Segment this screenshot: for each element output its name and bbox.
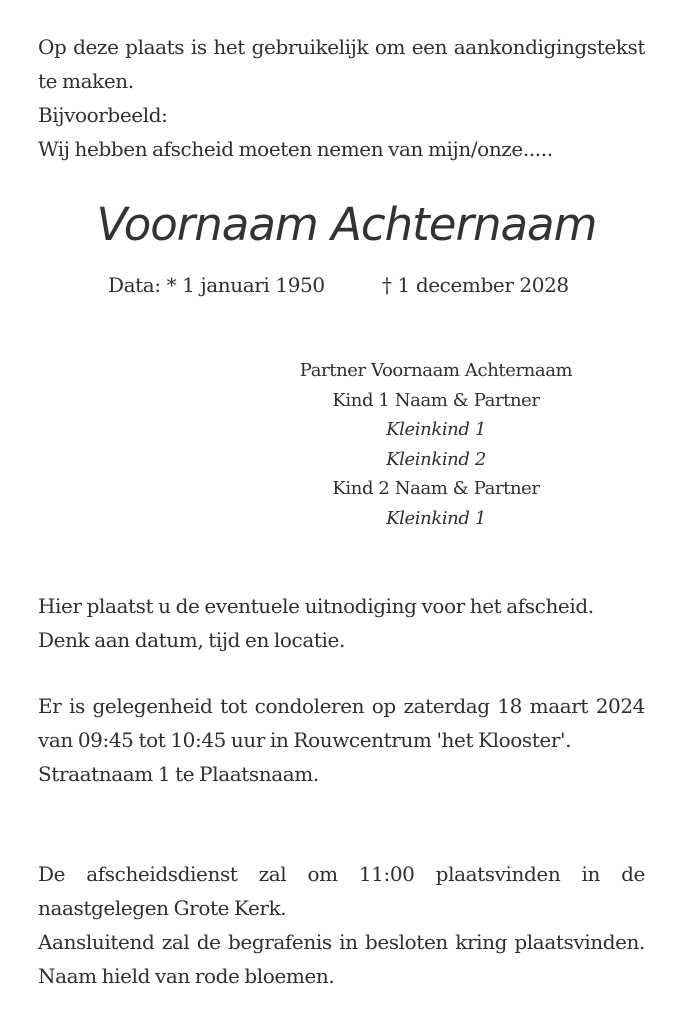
service-paragraph [38,857,645,993]
family-child: Kind 1 Naam & Partner [332,389,540,411]
death-date: † 1 december 2028 [382,273,569,297]
intro-paragraph [38,30,645,166]
intro-example-text: Wij hebben afscheid moeten nemen van mijn/onze..... [38,137,553,161]
family-grandchild: Kleinkind 2 [386,448,486,470]
service-text: De afscheidsdienst zal om 11:00 plaatsvinden in de naastgelegen Grote Kerk. [38,862,645,920]
invitation-paragraph [38,589,645,657]
family-partner: Partner Voornaam Achternaam [299,360,573,381]
burial-text: Aansluitend zal de begrafenis in besloten kring plaatsvinden. Naam hield van rode bloemen. [38,930,645,988]
deceased-name: Voornaam Achternaam [96,198,597,251]
condolence-paragraph [38,689,645,791]
intro-example-label: Bijvoorbeeld: [38,103,168,127]
condolence-text: Er is gelegenheid tot condoleren op zaterdag 18 maart 2024 van 09:45 tot 10:45 uur in Rouwcentrum 'het Klooster'. [38,694,645,752]
family-grandchild: Kleinkind 1 [386,419,486,441]
intro-text: Op deze plaats is het gebruikelijk om een aankondigingstekst te maken. [38,35,645,93]
invitation-text: Hier plaatst u de eventuele uitnodiging voor het afscheid. [38,594,594,618]
condolence-address: Straatnaam 1 te Plaatsnaam. [38,762,319,786]
family-list [288,356,584,534]
invitation-hint: Denk aan datum, tijd en locatie. [38,628,345,652]
family-child: Kind 2 Naam & Partner [332,478,540,500]
family-grandchild: Kleinkind 1 [386,507,486,529]
birth-date: Data: * 1 januari 1950 [108,273,325,297]
